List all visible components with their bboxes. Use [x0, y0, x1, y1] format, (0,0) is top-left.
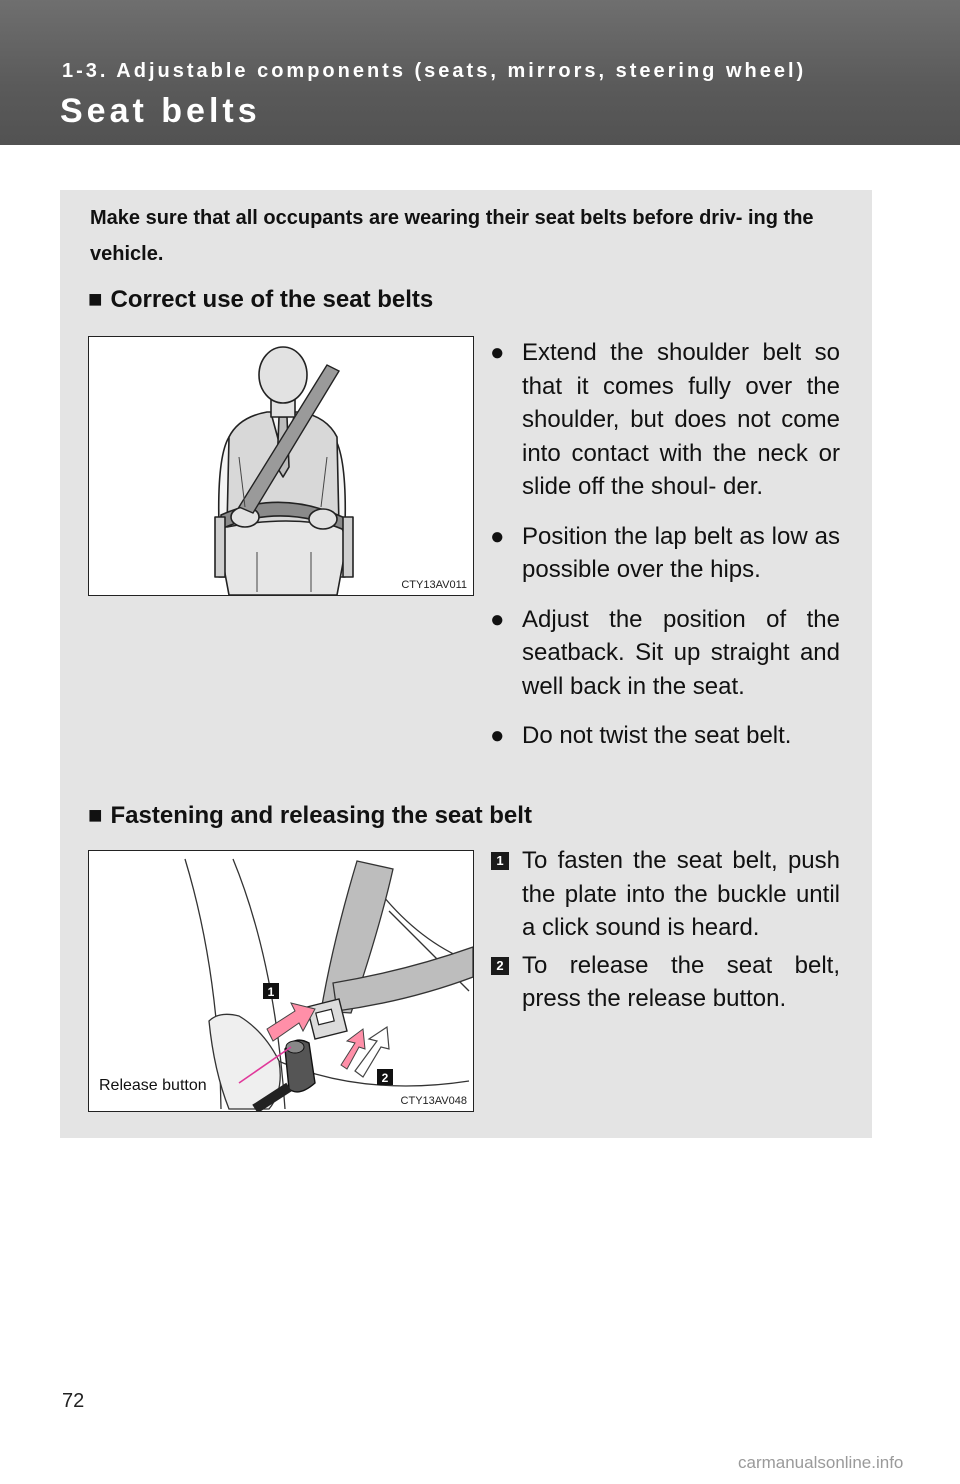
square-marker-icon: ■: [88, 286, 103, 313]
section-heading-correct-use: [88, 286, 433, 314]
step-number-icon: 1: [491, 852, 509, 870]
bullet-icon: ●: [490, 605, 505, 633]
bullet-text: Extend the shoulder belt so that it comes fully over the shoulder, but does not come into contact with the neck or slide off the shoul- der.: [522, 339, 840, 500]
list-item: [490, 520, 840, 587]
bullet-text: Adjust the position of the seatback. Sit up straight and well back in the seat.: [522, 605, 840, 700]
bullet-icon: ●: [490, 522, 505, 550]
page-header: [0, 0, 960, 145]
release-button-label: Release button: [99, 1077, 207, 1094]
step-number-icon: 2: [491, 957, 509, 975]
page-number: 72: [62, 1390, 85, 1412]
intro-text: Make sure that all occupants are wearing their seat belts before driv- ing the vehicle.: [90, 207, 814, 265]
bullet-icon: ●: [490, 722, 505, 749]
figure-code: CTY13AV048: [400, 1095, 467, 1107]
list-item: [490, 603, 840, 704]
figure-step-number: 1: [267, 985, 275, 999]
step-text: To release the seat belt, press the release button.: [522, 951, 840, 1012]
page-title: Seat belts: [60, 92, 261, 130]
section-heading-text: Correct use of the seat belts: [110, 286, 434, 313]
list-item: [490, 844, 840, 945]
step-text: To fasten the seat belt, push the plate into the buckle until a click sound is heard.: [522, 847, 840, 941]
watermark: carmanualsonline.info: [738, 1453, 904, 1472]
section-heading-text: Fastening and releasing the seat belt: [110, 802, 532, 829]
buckle-illustration: [89, 851, 473, 1111]
buckle-figure: [88, 850, 474, 1112]
seated-occupant-figure: [88, 336, 474, 596]
list-item: [490, 719, 840, 753]
list-item: [490, 949, 840, 1016]
section-heading-fastening: [88, 802, 532, 830]
list-item: [490, 336, 840, 504]
bullet-icon: ●: [490, 339, 505, 366]
bullet-text: Position the lap belt as low as possible over the hips.: [522, 522, 840, 583]
correct-use-bullet-list: [490, 336, 840, 753]
fastening-step-list: [490, 844, 840, 1016]
figure-code: CTY13AV011: [401, 579, 467, 591]
chapter-title: 1-3. Adjustable components (seats, mirrors, steering wheel): [62, 60, 807, 82]
figure-step-number: 2: [381, 1071, 389, 1085]
seated-occupant-illustration: [89, 337, 473, 595]
bullet-text: Do not twist the seat belt.: [522, 722, 792, 749]
square-marker-icon: ■: [88, 802, 103, 829]
